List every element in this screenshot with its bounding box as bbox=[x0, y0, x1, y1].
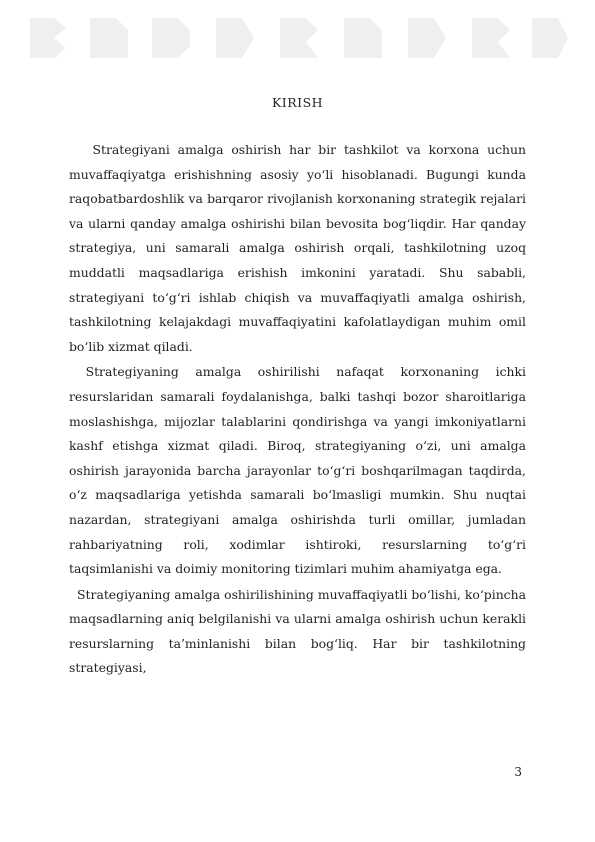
paragraph-3: Strategiyaning amalga oshirilishining muvaffaqiyatli bo‘lishi, ko‘pincha maqsadlarning aniq belgilanishi va ularni amalga oshirish uchun kerakli resurslarning ta’minlanishi bilan bog‘liq. Har bir tashkilotning strategiyasi, bbox=[69, 586, 530, 676]
page-number: 3 bbox=[514, 765, 522, 779]
paragraph-1: Strategiyani amalga oshirish har bir tashkilot va korxona uchun muvaffaqiyatga erishishning asosiy yo‘li hisoblanadi. Bugungi kunda raqobatbardoshlik va barqaror rivojlanish korxonaning strategik rejalari va ularni qanday amalga oshirishi bilan bevosita bog‘liqdir. Har qanday strategiya, uni samarali amalga oshirish orqali, tashkilotning uzoq muddatli maqsadlariga erishish imkonini yaratadi. Shu sababli, strategiyani to‘g‘ri ishlab chiqish va muvaffaqiyatli amalga oshirish, tashkilotning kelajakdagi muvaffaqiyatini kafolatlaydigan muhim omil bo‘lib xizmat qiladi. bbox=[69, 142, 530, 354]
document-title: KIRISH bbox=[271, 95, 324, 110]
watermark-logo bbox=[20, 6, 575, 66]
document-body bbox=[69, 138, 530, 681]
paragraph-2: Strategiyaning amalga oshirilishi nafaqat korxonaning ichki resurslaridan samarali foydalanishga, balki tashqi bozor sharoitlariga moslashishga, mijozlar talablarini qondirishga va yangi imkoniyatlarni kashf etishga xizmat qiladi. Biroq, strategiyaning o‘zi, uni amalga oshirish jarayonida barcha jarayonlar to‘g‘ri boshqarilmagan taqdirda, o‘z maqsadlariga yetishda samarali bo‘lmasligi mumkin. Shu nuqtai nazardan, strategiyani amalga oshirishda turli omillar, jumladan rahbariyatning roli, xodimlar ishtiroki, resurslarning to‘g‘ri taqsimlanishi va doimiy monitoring tizimlari muhim ahamiyatga ega. bbox=[69, 364, 530, 577]
